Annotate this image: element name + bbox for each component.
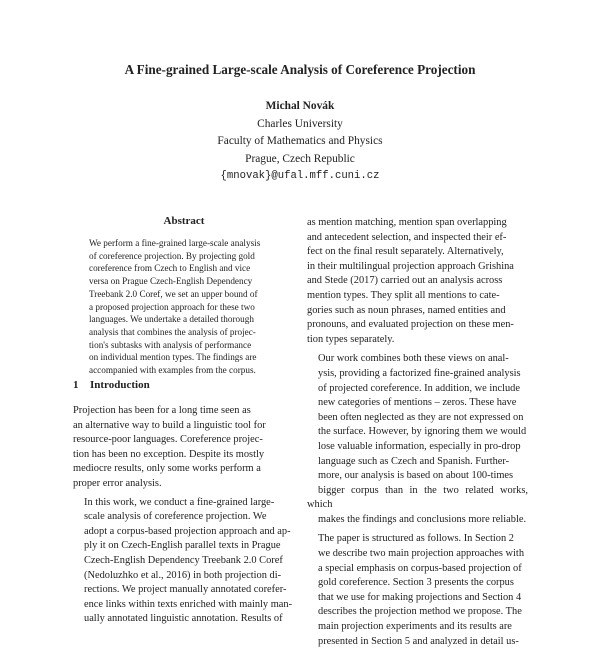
text-line: gold coreference. Section 3 presents the corpus (318, 577, 514, 589)
text-line: In this work, we conduct a fine-grained large- (84, 496, 275, 508)
author-affiliation: Charles University (257, 117, 343, 130)
abstract-line: analysis that combines the analysis of projec- (89, 326, 256, 337)
abstract-line: versa on Prague Czech-English Dependency (89, 276, 253, 287)
text-line: we describe two main projection approaches with (318, 548, 525, 560)
text-line: main projection experiments and its results are (318, 621, 512, 633)
text-line: resource-poor languages. Coreference projec- (73, 434, 263, 446)
text-line: Projection has been for a long time seen as (73, 405, 251, 416)
text-line: more, our analysis is based on about 100-times (318, 470, 514, 482)
text-line: ence links within texts enriched with mainly man- (84, 598, 293, 610)
text-line: pronouns, and evaluated projection on these men- (307, 319, 514, 331)
text-line: of projected coreference. In addition, we include (318, 382, 520, 394)
paragraph (307, 352, 528, 527)
section-title: Introduction (90, 379, 150, 391)
author-email[interactable]: {mnovak}@ufal.mff.cuni.cz (220, 170, 380, 183)
text-line: lose valuable information, especially in pro-drop (318, 440, 521, 452)
text-line: (Nedoluzhko et al., 2016) in both projection di- (84, 569, 282, 581)
abstract-line: a proposed projection approach for these two (89, 301, 255, 312)
text-line: scale analysis of coreference projection. We (84, 511, 267, 523)
author-department: Faculty of Mathematics and Physics (217, 135, 383, 148)
text-line: ually annotated linguistic annotation. Results of (84, 613, 283, 625)
paper-title: A Fine-grained Large-scale Analysis of Coreference Projection (124, 62, 476, 77)
section-heading-introduction (73, 378, 150, 392)
text-line: as mention matching, mention span overlapping (307, 217, 507, 228)
text-line: language such as Czech and Spanish. Further- (318, 455, 510, 467)
author-name: Michal Novák (265, 100, 335, 112)
abstract-line: Treebank 2.0 Coref, we set an upper bound of (89, 288, 258, 299)
text-line: ysis, providing a factorized fine-grained analysis (318, 367, 521, 379)
abstract-body (89, 237, 279, 377)
text-line: mention types. They split all mentions to cate- (307, 289, 500, 301)
section-number: 1 (73, 379, 79, 391)
text-line: ply it on Czech-English parallel texts in Prague (84, 540, 281, 552)
text-line: bigger corpus than in the two related works, which (307, 484, 528, 511)
text-line: presented in Section 5 and analyzed in detail us- (318, 635, 519, 647)
paragraph (307, 216, 528, 347)
abstract-line: accompanied with examples from the corpus. (89, 365, 256, 376)
text-line: tion has been no exception. Despite its mostly (73, 448, 265, 460)
text-line: adopt a corpus-based projection approach and ap- (84, 525, 291, 537)
right-column-body (307, 216, 528, 649)
text-line: and antecedent selection, and inspected their ef- (307, 231, 507, 243)
text-line: rections. We project manually annotated corefer- (84, 584, 287, 596)
text-line: gories such as noun phrases, named entities and (307, 304, 506, 316)
paragraph (73, 496, 295, 627)
author-block (0, 98, 600, 186)
paragraph (307, 532, 528, 649)
text-line: in their multilingual projection approach Grishina (307, 260, 514, 272)
abstract-line: coreference from Czech to English and vice (89, 263, 251, 274)
text-line: fect on the final result separately. Alternatively, (307, 246, 504, 258)
text-line: The paper is structured as follows. In Section 2 (318, 533, 514, 545)
introduction-body (73, 404, 295, 627)
text-line: makes the findings and conclusions more reliable. (318, 513, 527, 525)
text-line: that we use for making projections and Section 4 (318, 591, 522, 603)
text-line: the surface. However, by ignoring them we would (318, 426, 527, 438)
text-line: an alternative way to build a linguistic tool for (73, 419, 266, 431)
text-line: and Stede (2017) carried out an analysis across (307, 275, 503, 287)
text-line: Our work combines both these views on anal- (318, 353, 509, 365)
text-line: proper error analysis. (73, 477, 162, 489)
abstract-line: languages. We undertake a detailed thorough (89, 314, 254, 325)
abstract-line: on individual mention types. The findings are (89, 352, 257, 363)
text-line: a special emphasis on corpus-based projection of (318, 562, 522, 574)
text-line: Czech-English Dependency Treebank 2.0 Coref (84, 554, 283, 566)
abstract-heading: Abstract (163, 215, 205, 227)
abstract-line: We perform a fine-grained large-scale analysis (89, 238, 261, 248)
text-line: mediocre results, only some works perform a (73, 463, 261, 475)
paragraph (73, 404, 295, 492)
text-line: new categories of mentions – zeros. These have (318, 397, 517, 409)
text-line: describes the projection method we propose. The (318, 606, 522, 618)
text-line: tion types separately. (307, 333, 395, 345)
author-location: Prague, Czech Republic (245, 152, 355, 165)
abstract-line: of coreference projection. By projecting gold (89, 250, 255, 261)
text-line: been often neglected as they are not expressed on (318, 411, 524, 423)
abstract-line: tion's subtasks with analysis of performance (89, 339, 252, 350)
